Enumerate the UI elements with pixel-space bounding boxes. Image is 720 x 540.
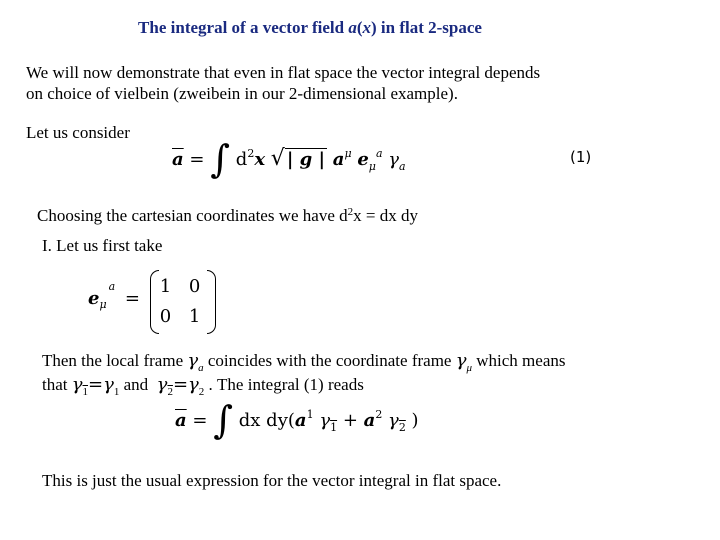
eq1-e: e (357, 149, 369, 170)
that-gamma-1-bar-sub: 1 (82, 386, 89, 398)
eq2-gamma-2: γ (388, 410, 399, 431)
eq2-a1: a (294, 410, 307, 431)
matrix-equals: = (124, 288, 140, 309)
cartesian-rest: x = dx dy (353, 206, 418, 225)
intro-paragraph (26, 62, 540, 104)
that-gamma-2-bar-sub: 2 (167, 386, 173, 398)
then-gamma-mu: γ (455, 350, 467, 371)
conclusion-text: This is just the usual expression for the vector integral in flat space. (42, 471, 502, 490)
that-equals-1: = (88, 374, 104, 395)
then-text-3: which means (472, 351, 566, 370)
equation-1-number: (1) (570, 148, 592, 166)
that-text-2: . The integral (1) reads (204, 375, 364, 394)
eq2-dxdy: dx dy (238, 410, 288, 431)
eq1-a: a (332, 149, 345, 170)
title-open-paren: ( (356, 18, 363, 37)
title-close-paren: ) (370, 18, 377, 37)
equation-2 (175, 398, 419, 442)
then-text-2: coincides with the coordinate frame (203, 351, 456, 370)
then-gamma-a-sub: a (198, 362, 204, 374)
intro-line-2: on choice of vielbein (zweibein in our 2-dimensional example). (26, 84, 458, 103)
eq1-det-g: | g | (286, 149, 326, 170)
eq1-x: x (254, 149, 266, 170)
eq2-integral-sign: ∫ (213, 398, 234, 442)
then-line (42, 350, 566, 374)
eq2-a1-sup: 1 (306, 408, 314, 421)
eq1-lhs: $\overline{a}$ (172, 149, 184, 170)
title-var-x: x (362, 18, 371, 37)
that-gamma-1-sub: 1 (113, 386, 120, 398)
eq2-close-paren: ) (411, 410, 419, 431)
eq2-lhs: $\overline{a}$ (175, 410, 187, 431)
matrix-e: e (88, 288, 100, 309)
eq2-a2-sup: 2 (375, 408, 383, 421)
eq1-e-sup: a (375, 147, 383, 160)
cartesian-text-main: Choosing the cartesian coordinates we have d (37, 206, 348, 225)
consider-text: Let us consider (26, 123, 130, 142)
title-var-a: a (348, 18, 357, 37)
that-gamma-2-bar: γ (156, 374, 168, 395)
that-gamma-2: γ (188, 374, 199, 395)
eq1-d-power: 2 (247, 147, 255, 160)
page-title (0, 18, 620, 38)
title-post: in flat 2-space (376, 18, 482, 37)
that-line (42, 374, 364, 398)
matrix-right-paren (207, 270, 216, 334)
title-pre: The integral of a vector field (138, 18, 349, 37)
then-text-1: Then the local frame (42, 351, 188, 370)
eq2-open-paren: ( (287, 410, 295, 431)
that-gamma-1-bar: γ (71, 374, 83, 395)
eq1-gamma: γ (388, 149, 399, 170)
that-gamma-1: γ (103, 374, 114, 395)
that-and: and (119, 375, 153, 394)
eq2-plus: + (342, 410, 358, 431)
matrix-e-sub: μ (99, 298, 107, 311)
that-gamma-2-sub: 2 (198, 386, 205, 398)
identity-matrix (154, 272, 213, 332)
eq2-gamma-1: γ (319, 410, 331, 431)
cartesian-text (37, 205, 418, 229)
cartesian-power: 2 (347, 206, 354, 218)
intro-line-1: We will now demonstrate that even in flat space the vector integral depends (26, 63, 541, 82)
eq2-equals: = (192, 410, 208, 431)
that-equals-2: = (172, 374, 189, 395)
equation-1: $\overline{a}$ = ∫ $d^2x$ √ | g | $a^\mu$ $e_\mu^a$ $\gamma_a$ (172, 137, 406, 181)
then-gamma-mu-sub: μ (466, 362, 473, 374)
matrix-row-1: 1 0 (159, 276, 207, 297)
matrix-e-sup: a (108, 280, 116, 293)
eq2-gamma-2-sub: 2 (398, 421, 406, 434)
eq1-e-sub: μ (368, 160, 376, 173)
eq2-gamma-1-sub: 1 (330, 421, 338, 434)
zweibein-equation (88, 272, 212, 332)
matrix-row-2: 0 1 (159, 306, 207, 327)
that-text-1: that (42, 375, 72, 394)
eq1-a-mu: μ (344, 147, 352, 160)
eq1-d: d (235, 149, 248, 170)
matrix-left-paren (150, 270, 159, 334)
then-gamma-a: γ (187, 350, 199, 371)
eq1-integral-sign: ∫ (210, 137, 231, 181)
first-take-text: I. Let us first take (42, 236, 163, 255)
eq2-a2: a (363, 410, 376, 431)
eq1-equals: = (189, 149, 205, 170)
eq1-gamma-sub: a (399, 160, 406, 173)
